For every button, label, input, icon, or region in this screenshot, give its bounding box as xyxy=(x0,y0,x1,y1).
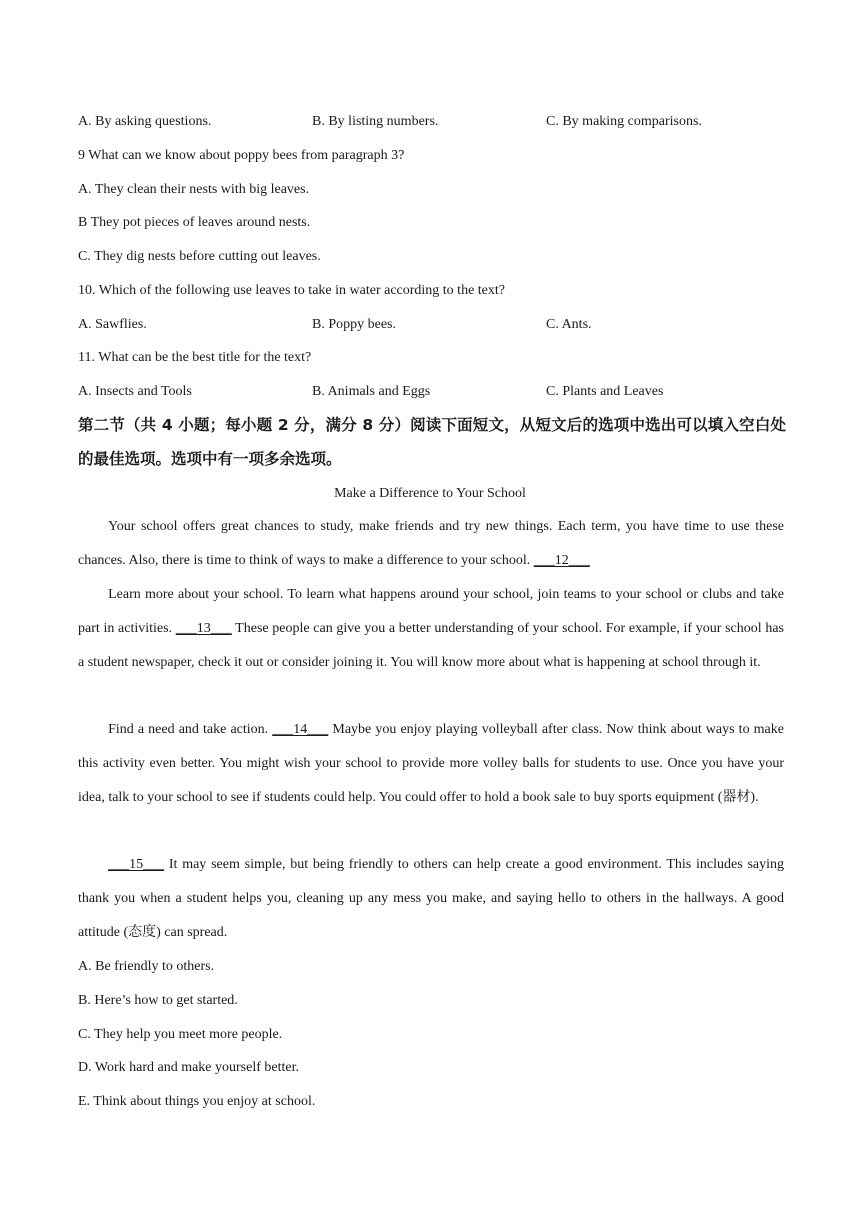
q9-option-b: B They pot pieces of leaves around nests. xyxy=(78,215,311,230)
blank-12: ___12___ xyxy=(533,552,590,568)
q11-option-b: B. Animals and Eggs xyxy=(312,384,431,399)
choice-b: B. Here’s how to get started. xyxy=(78,993,238,1008)
paragraph-3-text-before: Find a need and take action. xyxy=(108,722,273,737)
choice-e: E. Think about things you enjoy at school. xyxy=(78,1094,316,1109)
paragraph-2-text-before: Learn more about your school. To learn what happens around your school, join teams to your school or clubs and take part in activities. xyxy=(78,587,784,636)
q8-option-b: B. By listing numbers. xyxy=(312,114,439,129)
passage-paragraph-1 xyxy=(78,510,784,578)
q11-options xyxy=(78,383,788,401)
q11-question: 11. What can be the best title for the text? xyxy=(78,350,312,365)
blank-15: ___15___ xyxy=(108,857,165,872)
choice-a: A. Be friendly to others. xyxy=(78,959,215,974)
blank-14: ___14___ xyxy=(272,722,329,737)
paragraph-1-text: Your school offers great chances to study, make friends and try new things. Each term, you have time to use these chances. Also, there is time to think of ways to make a difference to your school. xyxy=(78,519,784,568)
passage-title: Make a Difference to Your School xyxy=(334,486,526,501)
choice-c: C. They help you meet more people. xyxy=(78,1027,283,1042)
paragraph-2-text-after: These people can give you a better understanding of your school. For example, if your school has a student newspaper, check it out or consider joining it. You will know more about what is happening at school through it. xyxy=(78,620,784,670)
q11-option-a: A. Insects and Tools xyxy=(78,384,192,399)
q9-question: 9 What can we know about poppy bees from paragraph 3? xyxy=(78,148,405,163)
paragraph-4-text-after: It may seem simple, but being friendly to others can help create a good environment. This includes saying thank you when a student helps you, cleaning up any mess you make, and saying hello to others in the hallways. A good attitude (态度) can spread. xyxy=(78,857,784,940)
blank-13: ___13___ xyxy=(175,620,232,636)
choice-d: D. Work hard and make yourself better. xyxy=(78,1060,299,1075)
paragraph-3-text-after: Maybe you enjoy playing volleyball after class. Now think about ways to make this activity even better. You might wish your school to provide more volley balls for students to use. Once you have your idea, talk to your school to see if students could help. You could offer to hold a book sale to buy sports equipment (器材). xyxy=(78,722,784,805)
passage-paragraph-3 xyxy=(78,713,784,814)
q9-option-c: C. They dig nests before cutting out leaves. xyxy=(78,249,321,264)
q9-option-a: A. They clean their nests with big leaves. xyxy=(78,182,310,197)
q10-option-a: A. Sawflies. xyxy=(78,317,147,332)
q8-option-a: A. By asking questions. xyxy=(78,114,212,129)
passage-paragraph-2 xyxy=(78,578,784,679)
q8-options xyxy=(78,113,788,131)
q11-option-c: C. Plants and Leaves xyxy=(546,384,664,399)
q10-option-b: B. Poppy bees. xyxy=(312,317,396,332)
q10-option-c: C. Ants. xyxy=(546,317,592,332)
q8-option-c: C. By making comparisons. xyxy=(546,114,702,129)
q10-options xyxy=(78,316,788,334)
passage-paragraph-4 xyxy=(78,848,784,949)
section-2-heading: 第二节（共 4 小题；每小题 2 分，满分 8 分）阅读下面短文，从短文后的选项中选出可以填入空白处的最佳选项。选项中有一项多余选项。 xyxy=(78,416,786,468)
q10-question: 10. Which of the following use leaves to take in water according to the text? xyxy=(78,283,505,298)
